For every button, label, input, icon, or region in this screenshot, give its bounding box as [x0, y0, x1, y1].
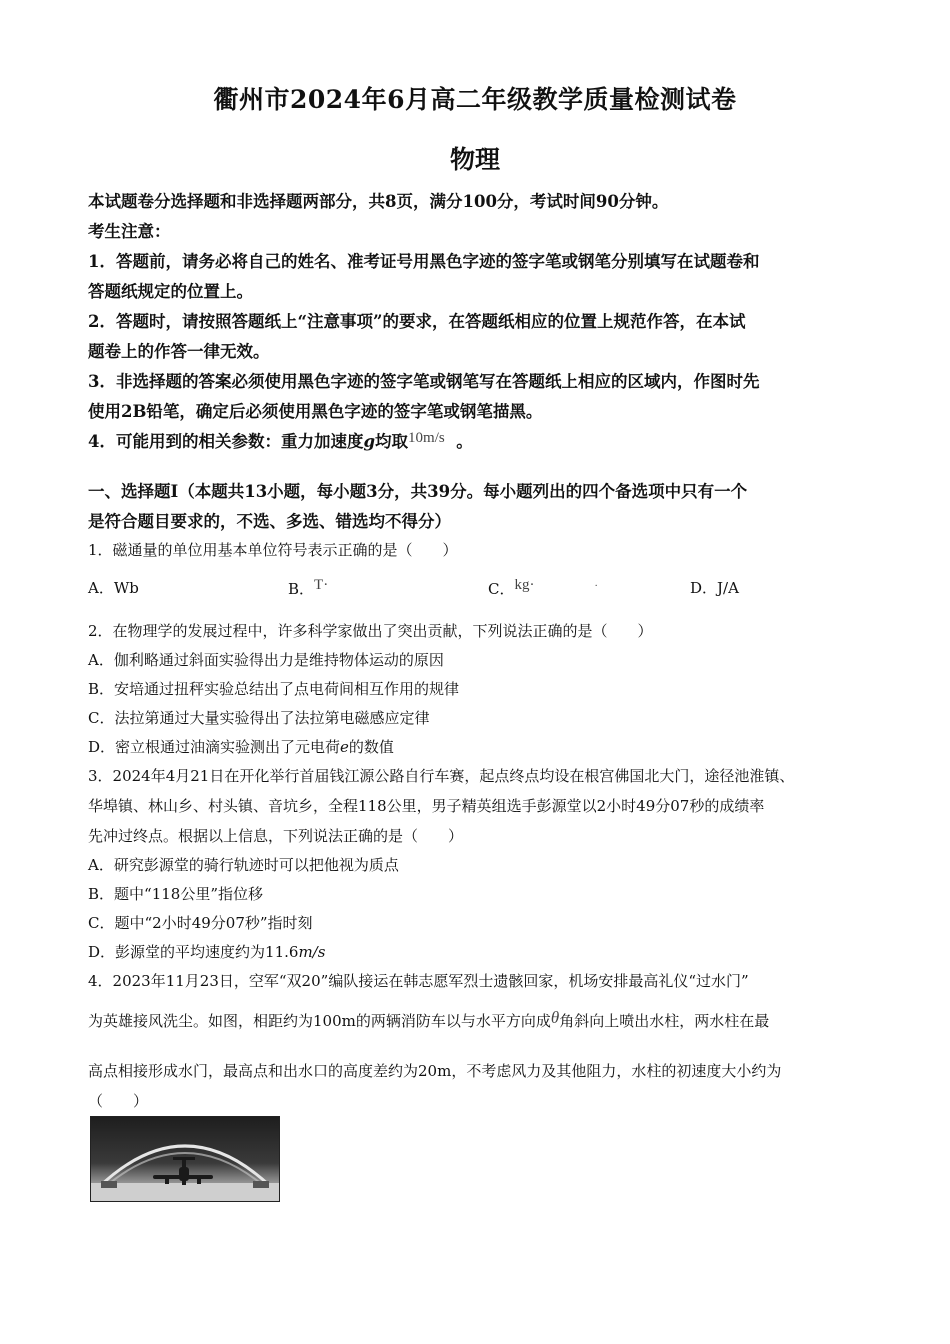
q1-option-b [288, 577, 328, 599]
notice-item-1-line-2: 答题纸规定的位置上。 [88, 282, 253, 301]
q2-option-a: A．伽利略通过斜面实验得出力是维持物体运动的原因 [88, 651, 444, 669]
q3-option-d-prefix: D．彭源堂的平均速度约为11.6 [88, 943, 299, 961]
q3-option-b: B．题中“118公里”指位移 [88, 885, 263, 903]
section-1-heading-line-1: 一、选择题Ⅰ（本题共13小题，每小题3分，共39分。每小题列出的四个备选项中只有一个 [88, 482, 748, 501]
q4-stem-line-4: （ ） [88, 1092, 149, 1110]
water-gate-photo [90, 1116, 280, 1202]
q2-option-d [88, 736, 878, 757]
q2-option-d-suffix: 的数值 [348, 738, 394, 756]
q1-option-c [488, 577, 598, 599]
q1-option-a: A．Wb [88, 579, 139, 597]
airplane-icon [153, 1157, 213, 1185]
q3-option-d [88, 941, 878, 962]
q3-stem-line-3: 先冲过终点。根据以上信息，下列说法正确的是（ ） [88, 827, 464, 845]
fire-truck-left [101, 1181, 117, 1188]
q2-stem: 2．在物理学的发展过程中，许多科学家做出了突出贡献，下列说法正确的是（ ） [88, 622, 653, 640]
q1-option-c-value: kg· [514, 577, 535, 593]
exam-subject: 物理 [449, 145, 500, 174]
section-1-heading-line-2: 是符合题目要求的，不选、多选、错选均不得分） [88, 512, 451, 531]
q4-stem-line-1: 4．2023年11月23日，空军“双20”编队接运在韩志愿军烈士遗骸回家，机场安排最高礼仪“过水门” [88, 972, 749, 990]
notice-item-3-line-1: 3．非选择题的答案必须使用黑色字迹的签字笔或钢笔写在答题纸上相应的区域内，作图时先 [88, 372, 760, 391]
q1-option-c-dot: · [594, 581, 598, 592]
notice-item-2-line-1: 2．答题时，请按照答题纸上“注意事项”的要求，在答题纸相应的位置上规范作答，在本试 [88, 312, 746, 331]
q3-stem-line-1: 3．2024年4月21日在开化举行首届钱江源公路自行车赛，起点终点均设在根宫佛国北大门，途径池淮镇、 [88, 767, 795, 785]
q2-option-c: C．法拉第通过大量实验得出了法拉第电磁感应定律 [88, 709, 430, 727]
exam-intro: 本试题卷分选择题和非选择题两部分，共8页，满分100分，考试时间90分钟。 [88, 192, 669, 211]
runway [91, 1183, 279, 1201]
notice-item-4-prefix: 4．可能用到的相关参数：重力加速度 [88, 432, 364, 451]
notice-item-1-line-1: 1．答题前，请务必将自己的姓名、准考证号用黑色字迹的签字笔或钢笔分别填写在试题卷和 [88, 252, 760, 271]
notice-item-4-mid: 均取 [375, 432, 409, 451]
gravity-value: 10m/s [408, 430, 445, 446]
q4-stem-line-2-prefix: 为英雄接风洗尘。如图，相距约为100m的两辆消防车以与水平方向成 [88, 1012, 551, 1030]
water-arch-airplane-illustration [91, 1117, 279, 1201]
q1-option-b-value: T· [314, 577, 329, 593]
q3-option-d-unit: m/s [298, 943, 326, 961]
q1-option-c-label: C． [488, 580, 515, 598]
notice-item-4 [88, 428, 878, 452]
q3-stem-line-2: 华埠镇、林山乡、村头镇、音坑乡，全程118公里，男子精英组选手彭源堂以2小时49分07秒的成绩率 [88, 797, 765, 815]
notice-item-4-end: 。 [456, 432, 473, 451]
q1-option-d: D．J/A [690, 579, 739, 597]
q4-stem-line-3: 高点相接形成水门，最高点和出水口的高度差约为20m，不考虑风力及其他阻力，水柱的初速度大小约为 [88, 1062, 782, 1080]
q3-option-a: A．研究彭源堂的骑行轨迹时可以把他视为质点 [88, 856, 399, 874]
notice-item-2-line-2: 题卷上的作答一律无效。 [88, 342, 270, 361]
gravity-symbol: g [363, 432, 376, 451]
charge-symbol: e [340, 738, 349, 756]
notice-item-3-line-2: 使用2B铅笔，确定后必须使用黑色字迹的签字笔或钢笔描黑。 [88, 402, 543, 421]
q2-option-d-prefix: D．密立根通过油滴实验测出了元电荷 [88, 738, 341, 756]
q1-option-b-label: B． [288, 580, 315, 598]
q2-option-b: B．安培通过扭秤实验总结出了点电荷间相互作用的规律 [88, 680, 460, 698]
theta-symbol: θ [550, 1008, 560, 1027]
q3-option-c: C．题中“2小时49分07秒”指时刻 [88, 914, 313, 932]
q4-stem-line-2-suffix: 角斜向上喷出水柱，两水柱在最 [559, 1012, 770, 1030]
q1-stem: 1．磁通量的单位用基本单位符号表示正确的是（ ） [88, 541, 458, 559]
notice-label: 考生注意： [88, 222, 171, 241]
exam-title: 衢州市2024年6月高二年级教学质量检测试卷 [213, 85, 737, 114]
fire-truck-right [253, 1181, 269, 1188]
q4-stem-line-2 [88, 1008, 888, 1031]
